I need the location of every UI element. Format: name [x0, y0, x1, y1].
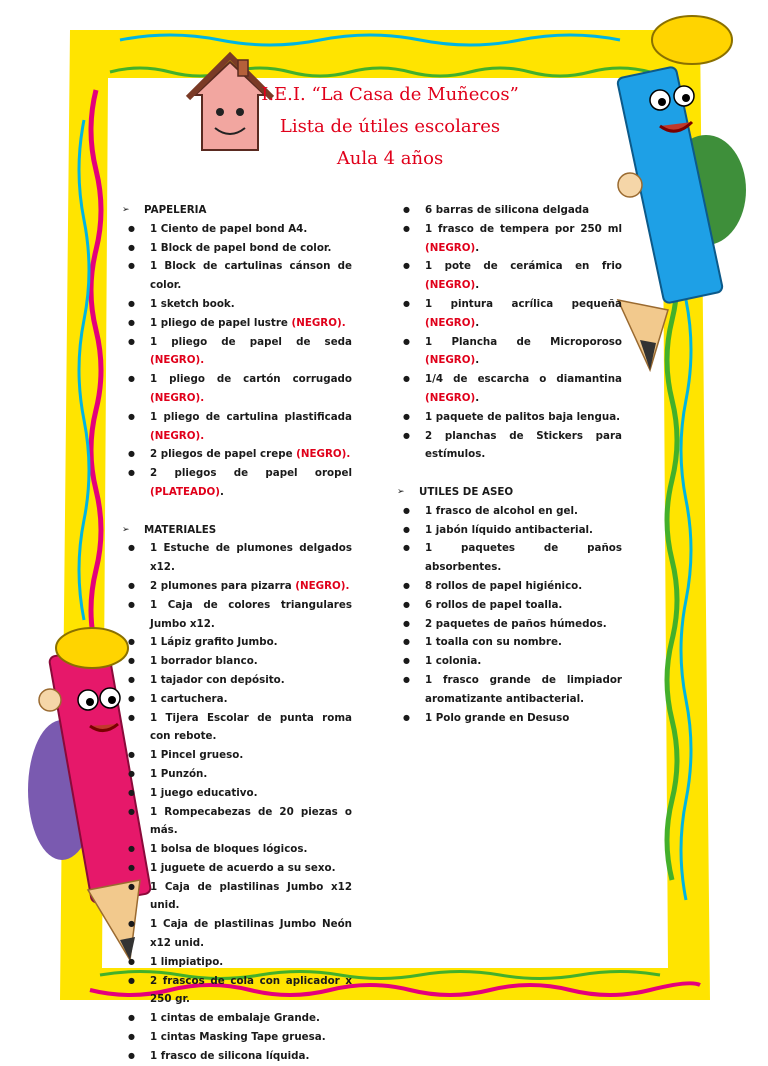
materiales-list	[120, 539, 352, 1065]
list-item: ● 1 bolsa de bloques lógicos.	[120, 840, 352, 859]
list-item: ● 1 Punzón.	[120, 765, 352, 784]
section-title-utiles-de-aseo: ➢ UTILES DE ASEO	[395, 483, 622, 502]
list-item: ● 1 Block de cartulinas cánson de color.	[120, 257, 352, 295]
list-item: ● 1 Caja de plastilinas Jumbo x12 unid.	[120, 878, 352, 916]
right-column	[395, 201, 622, 727]
list-item: ● 1 jabón líquido antibacterial.	[395, 521, 622, 540]
list-item: ● 1 frasco grande de limpiador aromatizante antibacterial.	[395, 671, 622, 709]
list-item: ● 1 toalla con su nombre.	[395, 633, 622, 652]
list-item: ● 2 planchas de Stickers para estímulos.	[395, 427, 622, 465]
list-item: ● 1 Tijera Escolar de punta roma con rebote.	[120, 709, 352, 747]
list-item: ● 1 tajador con depósito.	[120, 671, 352, 690]
section-title-materiales: ➢ MATERIALES	[120, 521, 352, 540]
papeleria-continued-list	[395, 201, 622, 464]
list-item: ● 1 pliego de papel lustre (NEGRO).	[120, 314, 352, 333]
list-item: ● 6 rollos de papel toalla.	[395, 596, 622, 615]
list-item: ● 1 juego educativo.	[120, 784, 352, 803]
utiles-de-aseo-list	[395, 502, 622, 728]
list-item: ● 1 frasco de alcohol en gel.	[395, 502, 622, 521]
section-title-papeleria: ➢ PAPELERIA	[120, 201, 352, 220]
list-item: ● 1 pote de cerámica en frio (NEGRO).	[395, 257, 622, 295]
list-item: ● 8 rollos de papel higiénico.	[395, 577, 622, 596]
list-item: ● 1 juguete de acuerdo a su sexo.	[120, 859, 352, 878]
list-item: ● 1 paquete de palitos baja lengua.	[395, 408, 622, 427]
list-item: ● 2 frascos de cola con aplicador x 250 gr.	[120, 972, 352, 1010]
list-item: ● 1 pintura acrílica pequeña (NEGRO).	[395, 295, 622, 333]
list-item: ● 1 colonia.	[395, 652, 622, 671]
left-column	[120, 201, 352, 1066]
list-item: ● 1 sketch book.	[120, 295, 352, 314]
list-item: ● 2 paquetes de paños húmedos.	[395, 615, 622, 634]
list-item: ● 1 Plancha de Microporoso (NEGRO).	[395, 333, 622, 371]
list-item: ● 1 frasco de silicona líquida.	[120, 1047, 352, 1066]
list-item: ● 2 pliegos de papel crepe (NEGRO).	[120, 445, 352, 464]
list-item: ● 1 pliego de cartulina plastificada (NEGRO).	[120, 408, 352, 446]
list-item: ● 1 Polo grande en Desuso	[395, 709, 622, 728]
list-item: ● 1 Ciento de papel bond A4.	[120, 220, 352, 239]
list-item: ● 1 limpiatipo.	[120, 953, 352, 972]
list-item: ● 1 Pincel grueso.	[120, 746, 352, 765]
list-item: ● 1/4 de escarcha o diamantina (NEGRO).	[395, 370, 622, 408]
list-item: ● 1 pliego de cartón corrugado (NEGRO).	[120, 370, 352, 408]
school-name: I.E.I. “La Casa de Muñecos”	[261, 84, 519, 105]
list-item: ● 1 pliego de papel de seda (NEGRO).	[120, 333, 352, 371]
list-item: ● 1 borrador blanco.	[120, 652, 352, 671]
list-item: ● 1 Caja de plastilinas Jumbo Neón x12 unid.	[120, 915, 352, 953]
list-item: ● 6 barras de silicona delgada	[395, 201, 622, 220]
papeleria-list	[120, 220, 352, 502]
list-item: ● 1 Lápiz grafito Jumbo.	[120, 633, 352, 652]
list-item: ● 1 frasco de tempera por 250 ml (NEGRO).	[395, 220, 622, 258]
list-item: ● 1 paquetes de paños absorbentes.	[395, 539, 622, 577]
list-item: ● 1 Rompecabezas de 20 piezas o más.	[120, 803, 352, 841]
list-title: Lista de útiles escolares	[279, 116, 501, 137]
classroom-title: Aula 4 años	[336, 148, 444, 169]
list-item: ● 1 Block de papel bond de color.	[120, 239, 352, 258]
list-item: ● 1 cintas Masking Tape gruesa.	[120, 1028, 352, 1047]
list-item: ● 2 pliegos de papel oropel (PLATEADO).	[120, 464, 352, 502]
list-item: ● 1 cintas de embalaje Grande.	[120, 1009, 352, 1028]
list-item: ● 1 cartuchera.	[120, 690, 352, 709]
list-item: ● 1 Caja de colores triangulares Jumbo x12.	[120, 596, 352, 634]
list-item: ● 1 Estuche de plumones delgados x12.	[120, 539, 352, 577]
list-item: ● 2 plumones para pizarra (NEGRO).	[120, 577, 352, 596]
